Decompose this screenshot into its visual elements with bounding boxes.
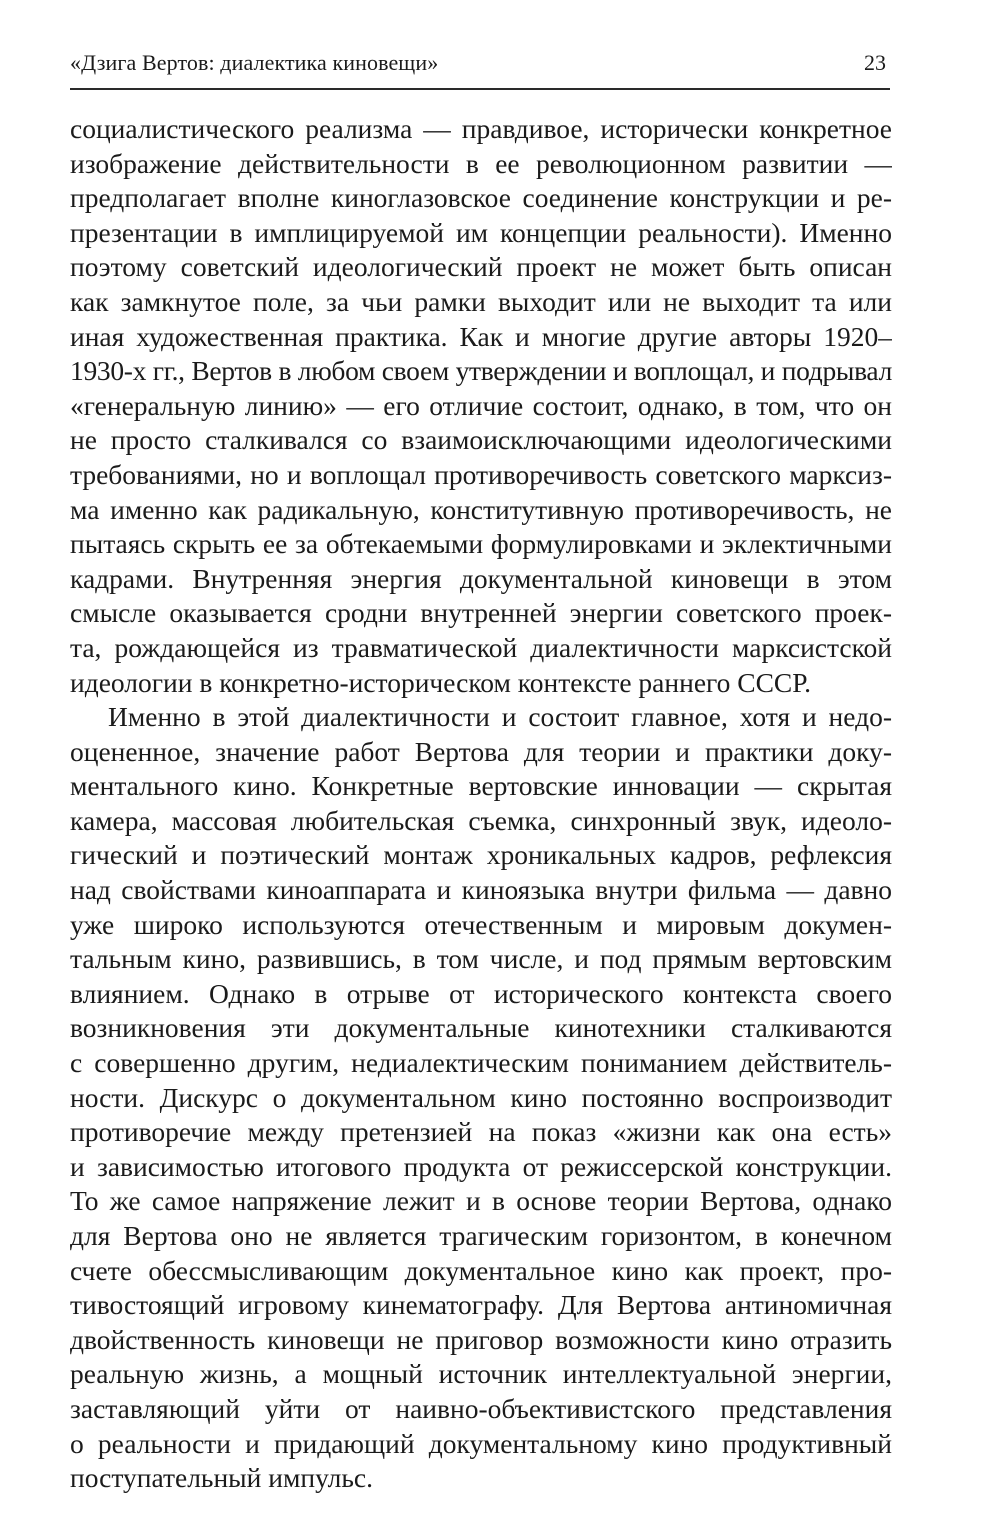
text-line: предполагает вполне киноглазовское соединение конструкции и ре- [70,182,892,214]
page-number: 23 [864,50,886,75]
text-line: требованиями, но и воплощал противоречивость советского марксиз- [70,458,892,490]
text-line: камера, массовая любительская съемка, синхронный звук, идеоло- [70,804,892,836]
paragraph-2 [70,700,892,1496]
text-line: «генеральную линию» — его отличие состоит, однако, в том, что он [70,389,892,421]
text-line: ности. Дискурс о документальном кино постоянно воспроизводит [70,1081,892,1113]
text-line: реальную жизнь, а мощный источник интеллектуальной энергии, [70,1358,892,1390]
text-line: над свойствами киноаппарата и киноязыка внутри фильма — давно [70,874,892,906]
text-line: и зависимостью итогового продукта от режиссерской конструкции. [70,1150,892,1182]
text-line: влиянием. Однако в отрыве от исторического контекста своего [70,977,892,1009]
text-line: противоречие между претензией на показ «жизни как она есть» [70,1116,892,1148]
text-line: 1930-х гг., Вертов в любом своем утверждении и воплощал, и подрывал [70,355,892,387]
text-line: презентации в имплицируемой им концепции реальности). Именно [70,216,892,248]
text-line: для Вертова оно не является трагическим горизонтом, в конечном [70,1220,892,1251]
text-line: гический и поэтический монтаж хроникальных кадров, рефлексия [70,839,892,871]
text-line: счете обессмысливающим документальное кино как проект, про- [70,1254,892,1286]
text-line: ментального кино. Конкретные вертовские инновации — скрытая [70,770,892,802]
text-line: ма именно как радикальную, конститутивную противоречивость, не [70,493,892,525]
running-header [70,48,890,90]
text-line: двойственность киновещи не приговор возможности кино отразить [70,1323,892,1355]
text-line: смысле оказывается сродни внутренней энергии советского проек- [70,597,892,629]
running-title: «Дзига Вертов: диалектика киновещи» [70,50,439,75]
paragraph-1 [70,112,892,700]
text-line: пытаясь скрыть ее за обтекаемыми формулировками и эклектичными [70,528,892,560]
text-line: та, рождающейся из травматической диалектичности марксистской [70,631,892,663]
text-line: оцененное, значение работ Вертова для теории и практики доку- [70,735,892,767]
text-line: То же самое напряжение лежит и в основе теории Вертова, однако [70,1185,892,1217]
text-line: тальным кино, развившись, в том числе, и под прямым вертовским [70,943,892,975]
text-line: о реальности и придающий документальному кино продуктивный [70,1427,892,1459]
text-line: как замкнутое поле, за чьи рамки выходит или не выходит та или [70,285,892,317]
text-line: изображение действительности в ее революционном развитии — [70,147,892,179]
text-line: заставляющий уйти от наивно-объективистского представления [70,1392,892,1424]
text-line: поэтому советский идеологический проект не может быть описан [70,251,892,283]
text-line: с совершенно другим, недиалектическим пониманием действитель- [70,1047,892,1079]
text-line: иная художественная практика. Как и многие другие авторы 1920– [70,320,892,352]
body-text [70,112,892,1496]
text-line: не просто сталкивался со взаимоисключающими идеологическими [70,424,892,456]
text-line: тивостоящий игровому кинематографу. Для Вертова антиномичная [70,1289,892,1321]
text-line: Именно в этой диалектичности и состоит главное, хотя и недо- [108,701,892,733]
text-line: идеологии в конкретно-историческом контексте раннего СССР. [70,666,812,698]
text-line: возникновения эти документальные кинотехники сталкиваются [70,1012,892,1044]
text-line: социалистического реализма — правдивое, исторически конкретное [70,113,892,144]
text-line: кадрами. Внутренняя энергия документальной киновещи в этом [70,562,892,594]
text-line: уже широко используются отечественным и мировым докумен- [70,908,892,940]
text-line: поступательный импульс. [70,1462,373,1494]
